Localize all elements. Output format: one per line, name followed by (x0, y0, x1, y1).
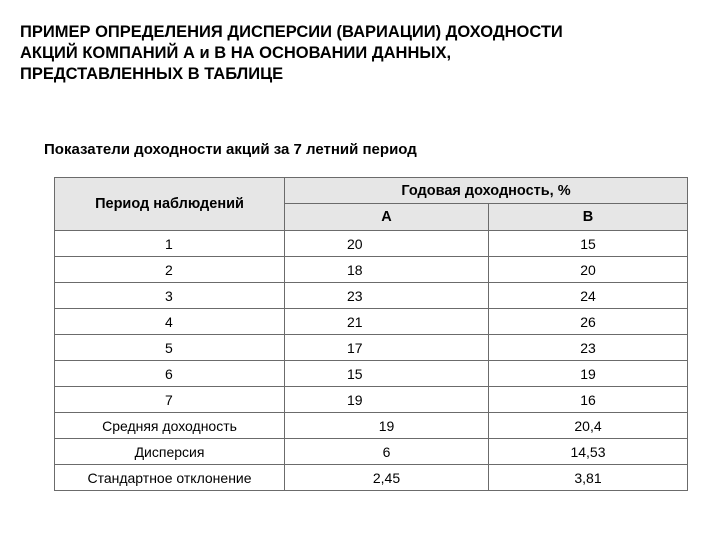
stat-row-std-dev (55, 465, 688, 491)
return-a-cell: 20 (285, 231, 489, 257)
mean-b-cell: 20,4 (489, 413, 688, 439)
return-b-cell: 24 (489, 283, 688, 309)
return-a-cell: 15 (285, 361, 489, 387)
return-b-cell: 16 (489, 387, 688, 413)
return-b-cell: 26 (489, 309, 688, 335)
std-dev-label: Стандартное отклонение (55, 465, 285, 491)
return-a-cell: 18 (285, 257, 489, 283)
table-caption: Показатели доходности акций за 7 летний период (44, 141, 417, 158)
return-a-cell: 23 (285, 283, 489, 309)
period-cell: 1 (55, 231, 285, 257)
period-cell: 6 (55, 361, 285, 387)
period-header: Период наблюдений (55, 178, 285, 231)
title-line-1: ПРИМЕР ОПРЕДЕЛЕНИЯ ДИСПЕРСИИ (ВАРИАЦИИ) ДОХОДНОСТИ (20, 23, 563, 41)
table-row (55, 309, 688, 335)
slide-title (20, 22, 710, 85)
mean-label: Средняя доходность (55, 413, 285, 439)
return-a-cell: 17 (285, 335, 489, 361)
return-b-cell: 23 (489, 335, 688, 361)
period-cell: 5 (55, 335, 285, 361)
return-b-cell: 15 (489, 231, 688, 257)
stat-row-variance (55, 439, 688, 465)
variance-b-cell: 14,53 (489, 439, 688, 465)
title-line-3: ПРЕДСТАВЛЕННЫХ В ТАБЛИЦЕ (20, 65, 284, 83)
return-b-cell: 20 (489, 257, 688, 283)
returns-table (54, 177, 688, 491)
table-row (55, 335, 688, 361)
return-b-cell: 19 (489, 361, 688, 387)
period-cell: 7 (55, 387, 285, 413)
variance-a-cell: 6 (285, 439, 489, 465)
return-a-cell: 19 (285, 387, 489, 413)
return-a-cell: 21 (285, 309, 489, 335)
table-row (55, 361, 688, 387)
stat-row-mean (55, 413, 688, 439)
variance-label: Дисперсия (55, 439, 285, 465)
mean-a-cell: 19 (285, 413, 489, 439)
period-cell: 4 (55, 309, 285, 335)
table-row (55, 231, 688, 257)
period-cell: 3 (55, 283, 285, 309)
table-row (55, 387, 688, 413)
std-dev-b-cell: 3,81 (489, 465, 688, 491)
column-b-header: В (489, 204, 688, 231)
title-line-2: АКЦИЙ КОМПАНИЙ А и В НА ОСНОВАНИИ ДАННЫХ, (20, 44, 452, 62)
std-dev-a-cell: 2,45 (285, 465, 489, 491)
period-cell: 2 (55, 257, 285, 283)
annual-return-header: Годовая доходность, % (285, 178, 688, 204)
column-a-header: А (285, 204, 489, 231)
table-row (55, 283, 688, 309)
table-row (55, 257, 688, 283)
